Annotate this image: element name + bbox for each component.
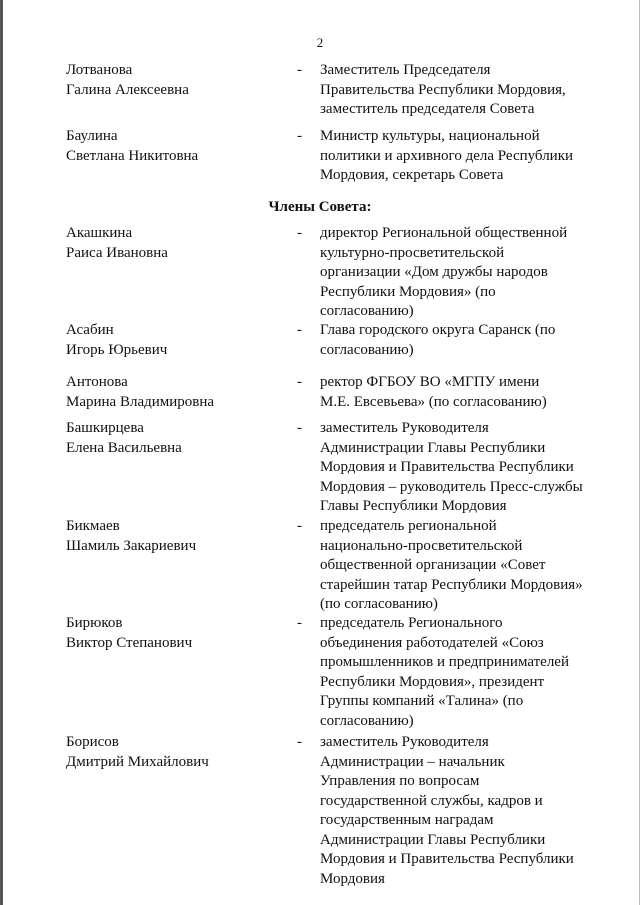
surname: Асабин — [66, 322, 114, 338]
position-text — [320, 517, 587, 615]
given-names: Раиса Ивановна — [66, 244, 168, 261]
position-line: национально-просветительской — [320, 537, 523, 554]
position-line: председатель региональной — [320, 518, 497, 534]
given-names: Светлана Никитовна — [66, 147, 199, 164]
position-line: Мордовия – руководитель Пресс-службы — [320, 478, 583, 495]
position-line: Министр культуры, национальной — [320, 128, 540, 144]
position-line: Администрации Главы Республики — [320, 439, 546, 456]
position-line: согласованию) — [320, 341, 414, 358]
position-text — [320, 127, 587, 186]
position-line: Группы компаний «Талина» (по — [320, 693, 524, 709]
position-line: ректор ФГБОУ ВО «МГПУ имени — [320, 374, 540, 390]
position-line: политики и архивного дела Республики — [320, 147, 574, 164]
position-text — [320, 733, 587, 889]
given-names: Галина Алексеевна — [66, 81, 189, 98]
person-name — [66, 517, 266, 556]
position-line: заместитель Руководителя — [320, 420, 489, 436]
surname: Борисов — [66, 734, 119, 750]
person-name — [66, 733, 266, 772]
position-line: Правительства Республики Мордовия, — [320, 81, 566, 98]
person-name — [66, 127, 266, 166]
given-names: Игорь Юрьевич — [66, 341, 168, 358]
position-line: государственной службы, кадров и — [320, 792, 543, 809]
surname: Бирюков — [66, 615, 123, 631]
position-line: директор Региональной общественной — [320, 225, 568, 241]
position-line: (по согласованию) — [320, 596, 438, 612]
position-line: Мордовия и Правительства Республики — [320, 851, 574, 867]
position-line: культурно-просветительской — [320, 244, 505, 261]
dash-separator: - — [297, 322, 302, 338]
position-text — [320, 373, 587, 412]
page-number: 2 — [316, 35, 324, 50]
person-name — [66, 224, 266, 263]
position-line: М.Е. Евсевьева» (по согласованию) — [320, 393, 547, 410]
members-heading: Члены Совета: — [268, 199, 372, 215]
surname: Акашкина — [66, 225, 133, 241]
surname: Бикмаев — [66, 518, 120, 534]
dash-separator: - — [297, 518, 302, 534]
given-names: Виктор Степанович — [66, 634, 193, 651]
dash-separator: - — [297, 374, 302, 390]
dash-separator: - — [297, 225, 302, 241]
position-line: промышленников и предпринимателей — [320, 654, 569, 670]
given-names: Шамиль Закариевич — [66, 537, 197, 554]
position-line: Заместитель Председателя — [320, 62, 491, 78]
surname: Лотванова — [66, 62, 133, 78]
position-line: Мордовия и Правительства Республики — [320, 459, 574, 475]
position-text — [320, 419, 587, 517]
person-name — [66, 419, 266, 458]
position-text — [320, 321, 587, 360]
position-line: Мордовия, секретарь Совета — [320, 167, 504, 183]
dash-separator: - — [297, 128, 302, 144]
position-line: заместитель председателя Совета — [320, 101, 535, 117]
person-name — [66, 321, 266, 360]
position-line: заместитель Руководителя — [320, 734, 489, 750]
person-name — [66, 614, 266, 653]
position-line: согласованию) — [320, 303, 414, 319]
position-line: Администрации – начальник — [320, 753, 505, 770]
dash-separator: - — [297, 420, 302, 436]
position-line: согласованию) — [320, 712, 414, 729]
position-line: старейшин татар Республики Мордовия» — [320, 576, 583, 593]
person-name — [66, 61, 266, 100]
given-names: Елена Васильевна — [66, 439, 182, 456]
position-line: Республики Мордовия», президент — [320, 673, 545, 690]
position-text — [320, 224, 587, 322]
position-line: Глава городского округа Саранск (по — [320, 322, 556, 338]
dash-separator: - — [297, 62, 302, 78]
given-names: Марина Владимировна — [66, 393, 215, 410]
position-line: Администрации Главы Республики — [320, 831, 546, 848]
position-line: Управления по вопросам — [320, 773, 480, 789]
surname: Башкирцева — [66, 420, 144, 436]
scan-edge-left — [0, 0, 3, 905]
person-name — [66, 373, 266, 412]
surname: Баулина — [66, 128, 118, 144]
position-text — [320, 614, 587, 731]
surname: Антонова — [66, 374, 128, 390]
position-line: Мордовия — [320, 870, 385, 887]
dash-separator: - — [297, 615, 302, 631]
position-line: председатель Регионального — [320, 615, 503, 631]
position-line: государственным наградам — [320, 812, 494, 828]
position-line: организации «Дом дружбы народов — [320, 264, 548, 280]
position-line: общественной организации «Совет — [320, 557, 546, 573]
dash-separator: - — [297, 734, 302, 750]
position-line: Главы Республики Мордовия — [320, 498, 507, 514]
position-line: объединения работодателей «Союз — [320, 634, 544, 651]
given-names: Дмитрий Михайлович — [66, 753, 209, 770]
position-text — [320, 61, 587, 120]
position-line: Республики Мордовия» (по — [320, 283, 496, 300]
